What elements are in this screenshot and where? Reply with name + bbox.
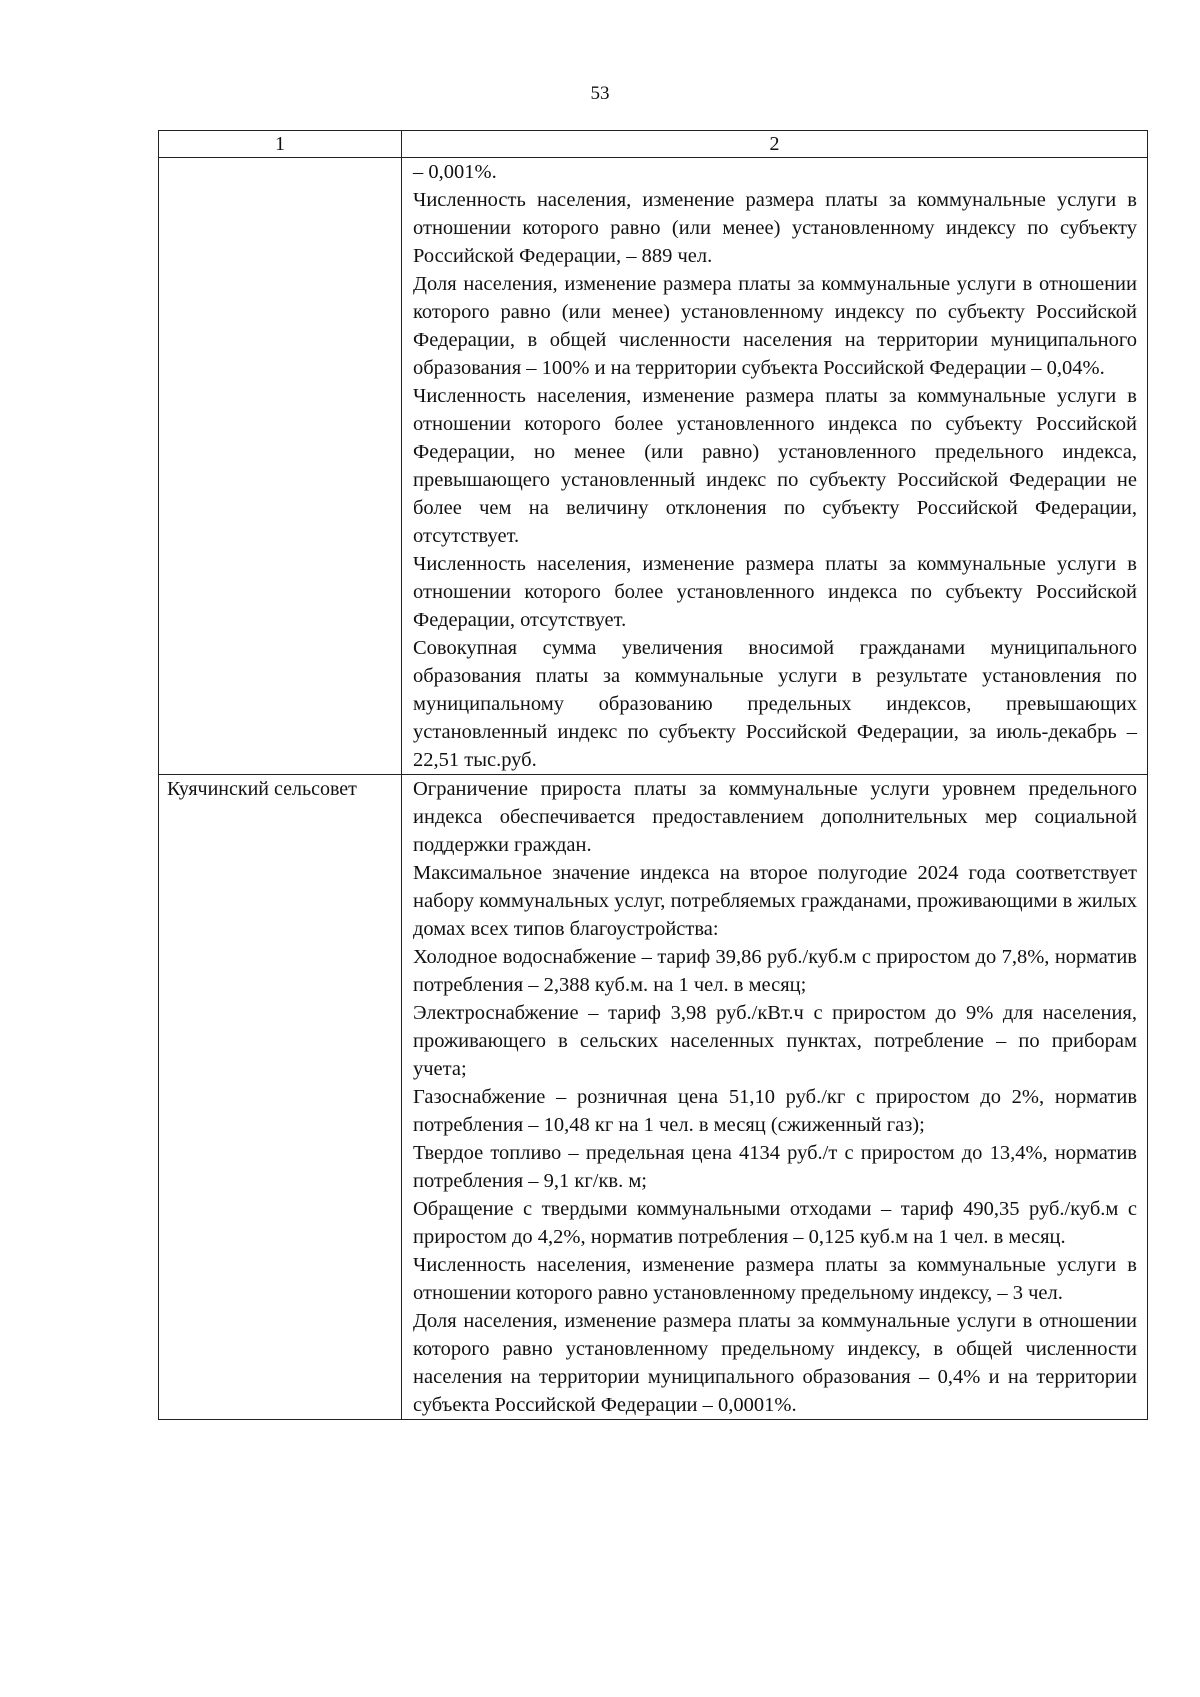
column-header-1: 1 [159, 131, 402, 158]
table-row [159, 775, 1148, 1420]
paragraph: Ограничение прироста платы за коммунальные услуги уровнем предельного индекса обеспечивается предоставлением дополнительных мер социальной поддержки граждан. [413, 778, 1137, 856]
paragraph: Численность населения, изменение размера платы за коммунальные услуги в отношении которого равно установленному предельному индексу, – 3 чел. [413, 1254, 1137, 1304]
row-text-cell [402, 775, 1148, 1420]
paragraph: – 0,001%. [413, 161, 497, 183]
paragraph: Численность населения, изменение размера платы за коммунальные услуги в отношении которого равно (или менее) установленному индексу по субъекту Российской Федерации, – 889 чел. [413, 189, 1137, 267]
row-name-cell: Куячинский сельсовет [159, 775, 402, 1420]
paragraph: Доля населения, изменение размера платы за коммунальные услуги в отношении которого равно (или менее) установленному индексу по субъекту Российской Федерации, в общей численности населения на территории муниципального образования – 100% и на территории субъекта Российской Федерации – 0,04%. [413, 273, 1137, 379]
column-header-2: 2 [402, 131, 1148, 158]
table-header-row [159, 131, 1148, 158]
paragraph: Совокупная сумма увеличения вносимой гражданами муниципального образования платы за коммунальные услуги в результате установления по муниципальному образованию предельных индексов, превышающих установленный индекс по субъекту Российской Федерации, за июль-декабрь – 22,51 тыс.руб. [413, 637, 1137, 771]
paragraph: Газоснабжение – розничная цена 51,10 руб./кг с приростом до 2%, норматив потребления – 10,48 кг на 1 чел. в месяц (сжиженный газ); [413, 1086, 1137, 1136]
paragraph: Численность населения, изменение размера платы за коммунальные услуги в отношении которого более установленного индекса по субъекту Российской Федерации, отсутствует. [413, 553, 1137, 631]
paragraph: Обращение с твердыми коммунальными отходами – тариф 490,35 руб./куб.м с приростом до 4,2%, норматив потребления – 0,125 куб.м на 1 чел. в месяц. [413, 1198, 1137, 1248]
data-table [158, 130, 1148, 1420]
page-number: 53 [590, 83, 610, 104]
paragraph: Холодное водоснабжение – тариф 39,86 руб./куб.м с приростом до 7,8%, норматив потребления – 2,388 куб.м. на 1 чел. в месяц; [413, 946, 1137, 996]
table-row [159, 158, 1148, 775]
paragraph: Доля населения, изменение размера платы за коммунальные услуги в отношении которого равно установленному предельному индексу, в общей численности населения на территории муниципального образования – 0,4% и на территории субъекта Российской Федерации – 0,0001%. [413, 1310, 1137, 1416]
paragraph: Твердое топливо – предельная цена 4134 руб./т с приростом до 13,4%, норматив потребления – 9,1 кг/кв. м; [413, 1142, 1137, 1192]
paragraph: Электроснабжение – тариф 3,98 руб./кВт.ч с приростом до 9% для населения, проживающего в сельских населенных пунктах, потребление – по приборам учета; [413, 1002, 1137, 1080]
paragraph: Максимальное значение индекса на второе полугодие 2024 года соответствует набору коммунальных услуг, потребляемых гражданами, проживающими в жилых домах всех типов благоустройства: [413, 862, 1137, 940]
row-text-cell [402, 158, 1148, 775]
row-name-cell [159, 158, 402, 775]
paragraph: Численность населения, изменение размера платы за коммунальные услуги в отношении которого более установленного индекса по субъекту Российской Федерации, но менее (или равно) установленного предельного индекса, превышающего установленный индекс по субъекту Российской Федерации не более чем на величину отклонения по субъекту Российской Федерации, отсутствует. [413, 385, 1137, 547]
